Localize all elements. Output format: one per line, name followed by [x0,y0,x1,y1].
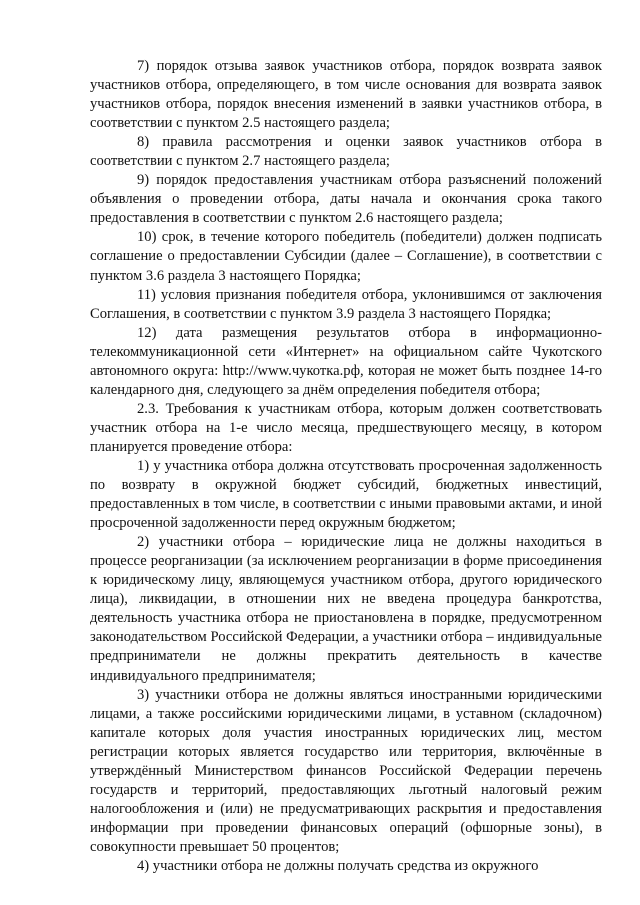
requirement-item-1: 1) у участника отбора должна отсутствовать просроченная задолженность по возврату в окружной бюджет субсидий, бюджетных инвестиций, предоставленных в том числе, в соответствии с иными правовыми актами, и иной просроченной задолженности перед окружным бюджетом; [90,457,602,532]
document-page [90,57,602,876]
requirement-item-3: 3) участники отбора не должны являться иностранными юридическими лицами, а также российскими юридическими лицами, в уставном (складочном) капитале которых доля участия иностранных юридических лиц, местом регистрации которых является государство или территория, включённые в утверждённый Министерством финансов Российской Федерации перечень государств и территорий, предоставляющих льготный налоговый режим налогообложения и (или) не предусматривающих раскрытия и предоставления информации при проведении финансовых операций (офшорные зоны), в совокупности превышает 50 процентов; [90,686,602,855]
requirement-item-2: 2) участники отбора – юридические лица не должны находиться в процессе реорганизации (за исключением реорганизации в форме присоединения к юридическому лицу, являющемуся участником отбора, другого юридического лица), ликвидации, в отношении них не введена процедура банкротства, деятельность участника отбора не приостановлена в порядке, предусмотренном законодательством Российской Федерации, а участники отбора – индивидуальные предприниматели не должны прекратить деятельность в качестве индивидуального предпринимателя; [90,534,602,684]
paragraph-item-9: 9) порядок предоставления участникам отбора разъяснений положений объявления о проведении отбора, даты начала и окончания срока такого предоставления в соответствии с пунктом 2.6 настоящего раздела; [90,172,602,227]
section-2-3-heading-paragraph: 2.3. Требования к участникам отбора, которым должен соответствовать участник отбора на 1-е число месяца, предшествующего месяцу, в котором планируется проведение отбора: [90,400,602,455]
paragraph-item-8: 8) правила рассмотрения и оценки заявок участников отбора в соответствии с пунктом 2.7 настоящего раздела; [90,134,602,170]
requirement-item-4: 4) участники отбора не должны получать средства из окружного [137,857,539,874]
paragraph-item-7: 7) порядок отзыва заявок участников отбора, порядок возврата заявок участников отбора, определяющего, в том числе основания для возврата заявок участников отбора, порядок внесения изменений в заявки участников отбора, в соответствии с пунктом 2.5 настоящего раздела; [90,58,602,132]
paragraph-item-12: 12) дата размещения результатов отбора в информационно-телекоммуникационной сети «Интернет» на официальном сайте Чукотского автономного округа: http://www.чукотка.рф, которая не может быть позднее 14-го календарного дня, следующего за днём определения победителя отбора; [90,324,602,398]
paragraph-item-11: 11) условия признания победителя отбора, уклонившимся от заключения Соглашения, в соответствии с пунктом 3.9 раздела 3 настоящего Порядка; [90,286,602,322]
paragraph-item-10: 10) срок, в течение которого победитель (победители) должен подписать соглашение о предоставлении Субсидии (далее – Соглашение), в соответствии с пунктом 3.6 раздела 3 настоящего Порядка; [90,229,602,284]
